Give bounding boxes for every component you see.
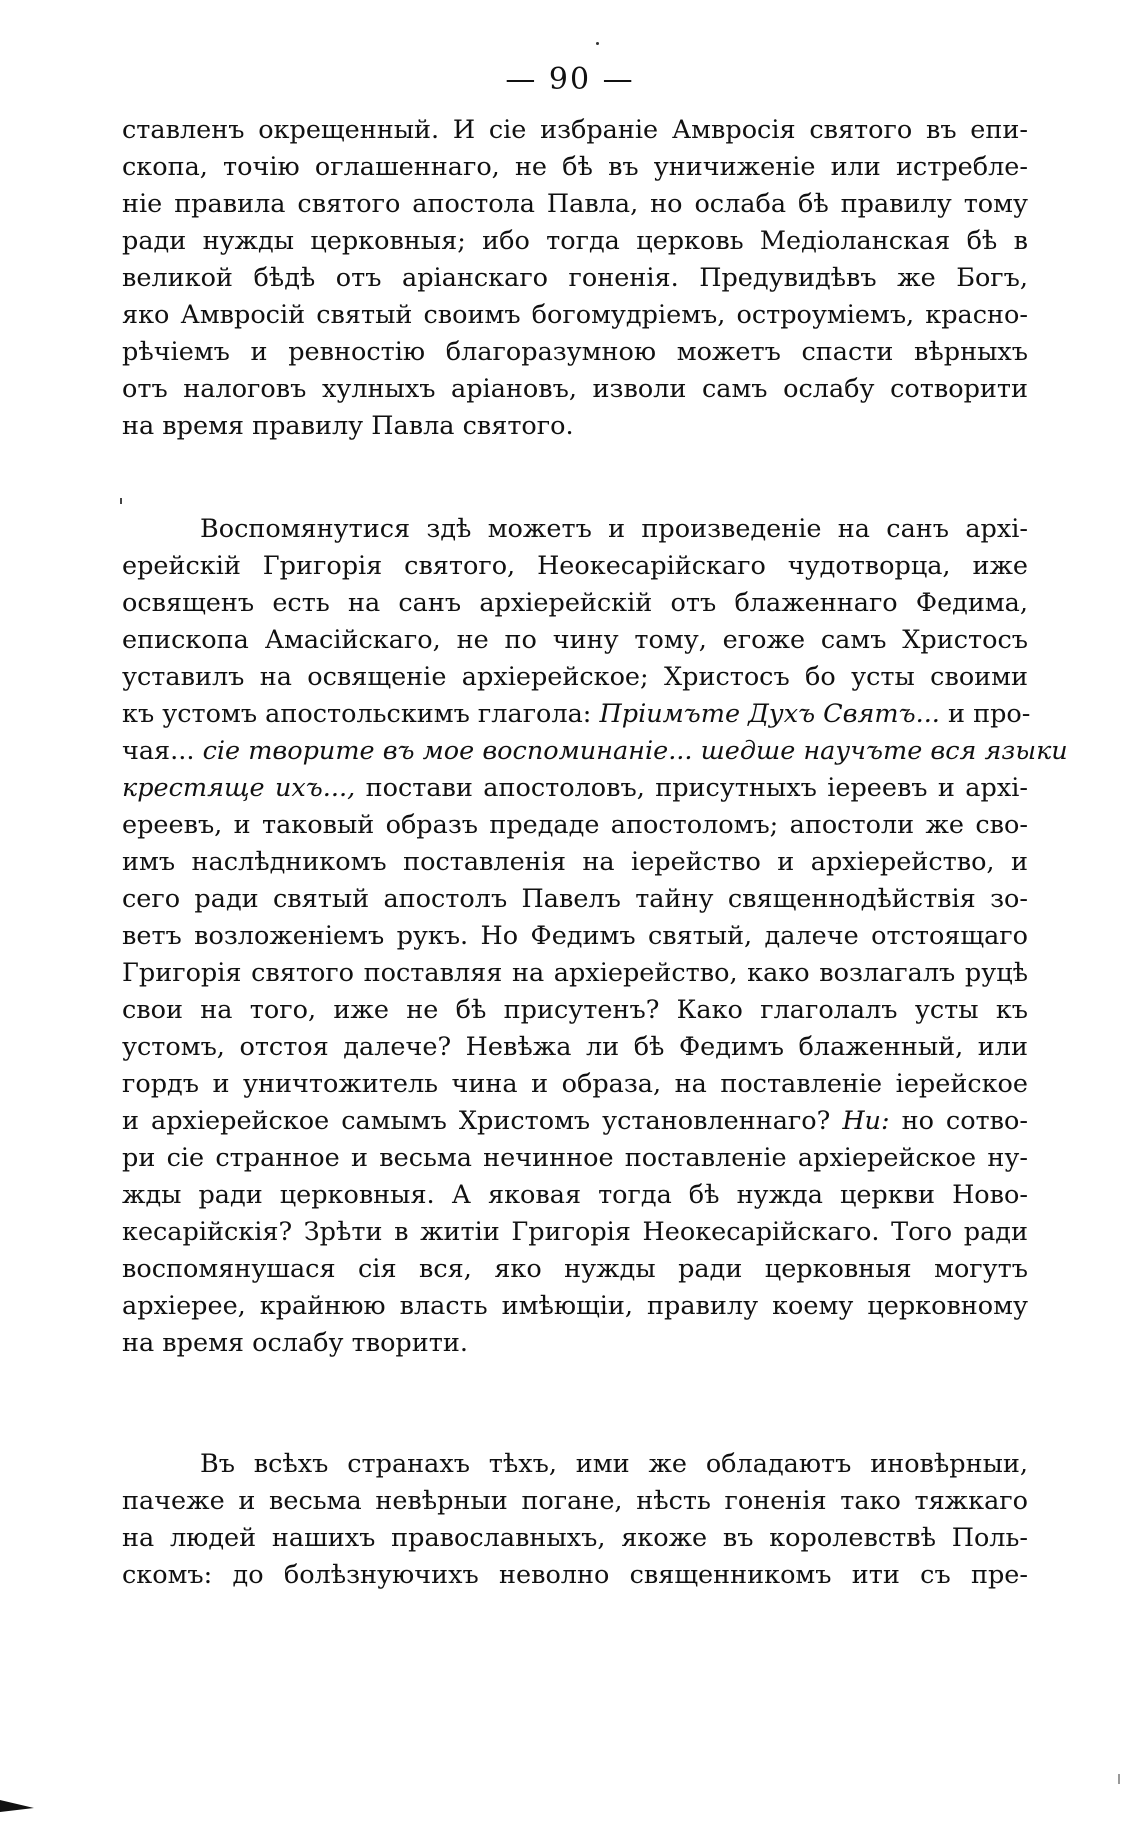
text-line: на время ослабу творити. (122, 1328, 468, 1358)
text-line: кесарійскія? Зрѣти в житіи Григорія Неокесарійскаго. Того ради (122, 1217, 1028, 1247)
paragraph-2 (122, 511, 1068, 1362)
text-run: чая... (122, 736, 195, 766)
scan-edge-mark (0, 1800, 34, 1812)
text-line: на время правилу Павла святого. (122, 411, 574, 441)
print-speck (596, 42, 599, 45)
text-line: ерейскій Григорія святого, Неокесарійскаго чудотворца, иже (122, 551, 1028, 581)
text-line (122, 770, 1028, 807)
text-line: устомъ, отстоя далече? Невѣжа ли бѣ Федимъ блаженный, или (122, 1032, 1028, 1062)
text-line: рѣчіемъ и ревностію благоразумною можетъ спасти вѣрныхъ (122, 337, 1028, 367)
italic-quote: Пріимъте Духъ Святъ... (599, 699, 940, 729)
italic-word: Ни: (842, 1106, 890, 1136)
text-line: Воспомянутися здѣ можетъ и произведеніе на санъ архі- (200, 514, 1028, 544)
text-line: жды ради церковныя. А яковая тогда бѣ нужда церкви Ново- (122, 1180, 1028, 1210)
paragraph-3 (122, 1446, 1028, 1594)
text-line: свои на того, иже не бѣ присутенъ? Како глаголалъ усты къ (122, 995, 1028, 1025)
text-run: къ устомъ апостольскимъ глагола: (122, 699, 592, 729)
text-line: ри сіе странное и весьма нечинное поставленіе архіерейское ну- (122, 1143, 1028, 1173)
text-line: ереевъ, и таковый образъ предаде апостоломъ; апостоли же сво- (122, 810, 1028, 840)
text-line: архіерее, крайнюю власть имѣющіи, правилу коему церковному (122, 1291, 1028, 1321)
italic-quote: сіе творите въ мое воспоминаніе... шедше научъте вся языки (202, 736, 1068, 766)
text-line: епископа Амасійскаго, не по чину тому, егоже самъ Христосъ (122, 625, 1028, 655)
text-line (122, 696, 1031, 733)
italic-quote: крестяще ихъ..., (122, 773, 356, 803)
text-line: ніе правила святого апостола Павла, но ослаба бѣ правилу тому (122, 189, 1028, 219)
paragraph-1 (122, 112, 1028, 445)
text-line: отъ налоговъ хулныхъ аріановъ, изволи самъ ослабу сотворити (122, 374, 1028, 404)
text-run: и про- (948, 699, 1031, 729)
text-line: великой бѣдѣ отъ аріанскаго гоненія. Предувидѣвъ же Богъ, (122, 263, 1028, 293)
text-line (122, 1103, 1028, 1140)
text-run: постави апостоловъ, присутныхъ іереевъ и архі- (365, 773, 1028, 803)
text-line: имъ наслѣдникомъ поставленія на іерейство и архіерейство, и (122, 847, 1028, 877)
text-line: скопа, точію оглашеннаго, не бѣ въ уничиженіе или истребле- (122, 152, 1028, 182)
text-line: гордъ и уничтожитель чина и образа, на поставленіе іерейское (122, 1069, 1028, 1099)
text-line: сего ради святый апостолъ Павелъ тайну священнодѣйствія зо- (122, 884, 1028, 914)
text-line: освященъ есть на санъ архіерейскій отъ блаженнаго Федима, (122, 588, 1028, 618)
scan-edge-mark (1118, 1774, 1120, 1784)
text-line: ради нужды церковныя; ибо тогда церковь Медіоланская бѣ в (122, 226, 1028, 256)
page-number: — 90 — (505, 62, 635, 97)
text-line: скомъ: до болѣзнуючихъ неволно священникомъ ити съ пре- (122, 1560, 1028, 1590)
text-run: но сотво- (901, 1106, 1028, 1136)
text-line: Въ всѣхъ странахъ тѣхъ, ими же обладаютъ иновѣрныи, (200, 1449, 1028, 1479)
text-line: Григорія святого поставляя на архіерейство, како возлагалъ руцѣ (122, 958, 1028, 988)
text-run: и архіерейское самымъ Христомъ установленнаго? (122, 1106, 831, 1136)
text-line: ветъ возложеніемъ рукъ. Но Федимъ святый, далече отстоящаго (122, 921, 1028, 951)
text-line: яко Амвросій святый своимъ богомудріемъ, остроуміемъ, красно- (122, 300, 1028, 330)
text-line (122, 733, 1068, 770)
text-line: уставилъ на освященіе архіерейское; Христосъ бо усты своими (122, 662, 1028, 692)
print-speck (120, 498, 122, 504)
text-line: пачеже и весьма невѣрныи погане, нѣсть гоненія тако тяжкаго (122, 1486, 1028, 1516)
text-line: на людей нашихъ православныхъ, якоже въ королевствѣ Поль- (122, 1523, 1028, 1553)
text-line: воспомянушася сія вся, яко нужды ради церковныя могутъ (122, 1254, 1028, 1284)
text-line: ставленъ окрещенный. И сіе избраніе Амвросія святого въ епи- (122, 115, 1028, 145)
